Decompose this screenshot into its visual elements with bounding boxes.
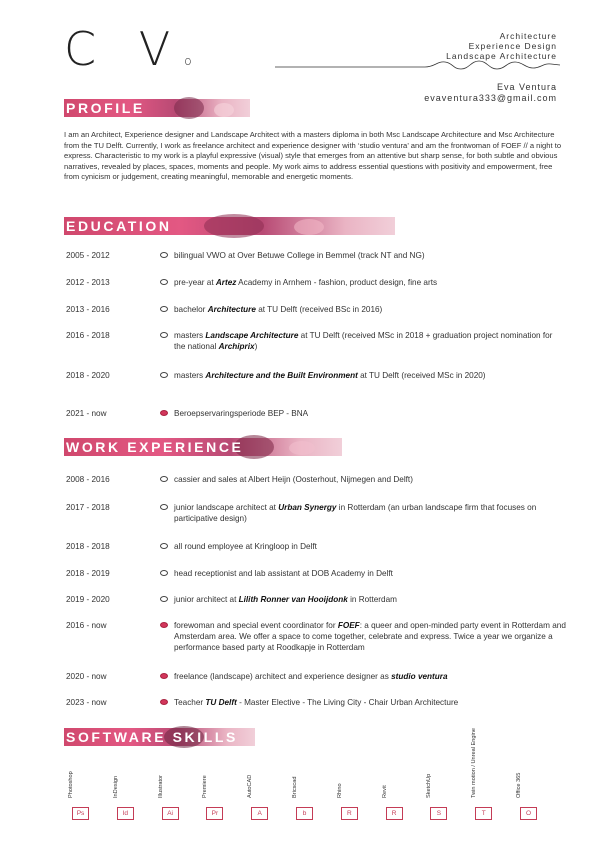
software-skill-item [109,752,139,822]
bullet-icon [160,372,168,378]
text-part: junior landscape architect at [174,503,279,512]
row-years: 2012 - 2013 [66,278,110,287]
wave-divider [275,58,560,72]
software-logo-icon: R [341,807,358,820]
software-skill-item [243,752,273,822]
software-logo-icon: A [251,807,268,820]
row-description [174,474,566,485]
cv-letters: C V [64,22,185,76]
bullet-icon [160,252,168,258]
software-logo-icon: Ai [162,807,179,820]
highlight-text: Archiprix [218,342,255,351]
software-heading: SOFTWARE SKILLS [66,729,238,745]
row-description [174,330,566,352]
software-name: Office 365 [516,772,522,798]
software-name: InDesign [112,775,119,798]
row-years: 2013 - 2016 [66,305,110,314]
role-item: Architecture [499,31,557,41]
highlight-text: TU Delft [205,698,237,707]
row-description [174,620,566,653]
software-logo-icon: O [520,807,537,820]
software-skill-item [154,752,184,822]
text-part: bachelor [174,305,208,314]
software-name: Twin motion / Unreal Engine [471,728,478,798]
row-years: 2020 - now [66,672,107,681]
software-logo-icon: R [386,807,403,820]
software-name: Revit [381,785,388,798]
current-bullet-icon [160,673,168,679]
software-skill-item [198,752,228,822]
role-item: Experience Design [468,41,557,51]
row-description [174,502,566,524]
education-list [64,250,564,420]
text-part: Teacher [174,698,206,707]
software-logo-icon: Id [117,807,134,820]
row-description [174,408,566,419]
text-part: junior architect at [174,595,239,604]
bullet-icon [160,279,168,285]
highlight-text: Lilith Ronner van Hooijdonk [238,595,348,604]
text-part: masters [174,331,206,340]
text-part: - Master Elective - The Living City - Chair Urban Architecture [236,698,459,707]
work-list [64,474,564,719]
software-skill-item [333,752,363,822]
row-years: 2008 - 2016 [66,475,110,484]
text-part: head receptionist and lab assistant at DOB Academy in Delft [174,569,393,578]
software-skill-item [422,752,452,822]
role-item: Landscape Architecture [446,51,557,61]
contact-block [424,82,557,104]
software-skill-item [288,752,318,822]
software-logo-icon: Pr [206,807,223,820]
row-description [174,370,566,381]
current-bullet-icon [160,699,168,705]
roles-list [446,31,557,61]
row-years: 2018 - 2020 [66,371,110,380]
software-logo-icon: b [296,807,313,820]
current-bullet-icon [160,622,168,628]
row-years: 2018 - 2018 [66,542,110,551]
row-description [174,541,566,552]
education-section-bar [64,217,395,235]
software-name: SketchUp [426,773,433,798]
row-description [174,671,566,682]
row-years: 2019 - 2020 [66,595,110,604]
row-years: 2005 - 2012 [66,251,110,260]
text-part: at TU Delft (received MSc in 2020) [357,371,486,380]
row-description [174,250,566,261]
row-years: 2016 - 2018 [66,331,110,340]
software-name: Bricscad [292,776,298,798]
row-description [174,697,566,708]
row-years: 2021 - now [66,409,107,418]
software-logo-icon: Ps [72,807,89,820]
software-skill-item [512,752,542,822]
bullet-icon [160,543,168,549]
profile-section-bar [64,99,250,117]
work-heading: WORK EXPERIENCE [66,439,244,455]
software-skill-item [378,752,408,822]
row-years: 2018 - 2019 [66,569,110,578]
highlight-text: FOEF [337,621,360,630]
text-part: in Rotterdam (an urban landscape firm that focuses on participative design) [174,503,537,523]
row-years: 2017 - 2018 [66,503,110,512]
bullet-icon [160,332,168,338]
text-part: Academy in Arnhem - fashion, product design, fine arts [236,278,438,287]
software-name: Premiere [202,775,209,798]
current-bullet-icon [160,410,168,416]
software-name: AutoCAD [247,774,254,798]
row-years: 2023 - now [66,698,107,707]
text-part: pre-year at [174,278,216,287]
row-description [174,277,566,288]
row-description [174,568,566,579]
software-logo-icon: T [475,807,492,820]
text-part: cassier and sales at Albert Heijn (Oosterhout, Nijmegen and Delft) [174,475,413,484]
text-part: ) [254,342,258,351]
highlight-text: Artez [215,278,237,287]
text-part: forewoman and special event coordinator for [174,621,338,630]
cv-dot: o [184,54,192,68]
software-section-bar [64,728,255,746]
bullet-icon [160,596,168,602]
bullet-icon [160,476,168,482]
profile-heading: PROFILE [66,100,145,116]
software-logo-icon: S [430,807,447,820]
bullet-icon [160,504,168,510]
text-part: at TU Delft (received BSc in 2016) [255,305,383,314]
text-part: masters [174,371,206,380]
highlight-text: Architecture and the Built Environment [205,371,358,380]
software-name: Rhino [336,783,343,798]
row-years: 2016 - now [66,621,107,630]
work-section-bar [64,438,342,456]
software-name: Illustrator [157,774,164,798]
software-skill-item [467,728,497,822]
software-skill-item [64,752,94,822]
text-part: Beroepservaringsperiode BEP - BNA [174,409,309,418]
highlight-text: Urban Synergy [278,503,337,512]
email-text[interactable]: evaventura333@gmail.com [424,93,557,103]
profile-text: I am an Architect, Experience designer and Landscape Architect with a masters diploma in both Msc Landscape Architecture and Msc Architecture from the TU Delft. Currently, I work as freelance architect and experience designer with ‘studio ventura’ and am the frontwoman of FOEF // a night to express. Characteristic to my work is a playful expressive (visual) style that emerges from an attentive but sharp sense, for both subtle and obvious narratives, revealed by places, spaces, moments and people. My work aims to address essential questions with positivity and empowerment, free from cynicism or judgement, creating meaningful, memorable and energetic moments. [64,130,562,182]
text-part: all round employee at Kringloop in Delft [174,542,317,551]
row-description [174,594,566,605]
cv-title [64,22,192,76]
text-part: freelance (landscape) architect and experience designer as [174,672,392,681]
bullet-icon [160,570,168,576]
highlight-text: Architecture [207,305,256,314]
education-heading: EDUCATION [66,218,172,234]
row-description [174,304,566,315]
name-text: Eva Ventura [496,82,557,92]
text-part: at TU Delft (received MSc in 2018 + graduation project nomination for the national [174,331,553,351]
highlight-text: Landscape Architecture [205,331,299,340]
text-part: in Rotterdam [347,595,397,604]
bullet-icon [160,306,168,312]
software-name: Photoshop [68,771,74,798]
text-part: bilingual VWO at Over Betuwe College in Bemmel (track NT and NG) [174,251,425,260]
highlight-text: studio ventura [391,672,448,681]
text-part: : a queer and open-minded party event in Rotterdam and Amsterdam area. We offer a space to come together, celebrate and express. Twice a year we organize a performance based party at Roodkapje in Rotterdam [174,621,566,652]
